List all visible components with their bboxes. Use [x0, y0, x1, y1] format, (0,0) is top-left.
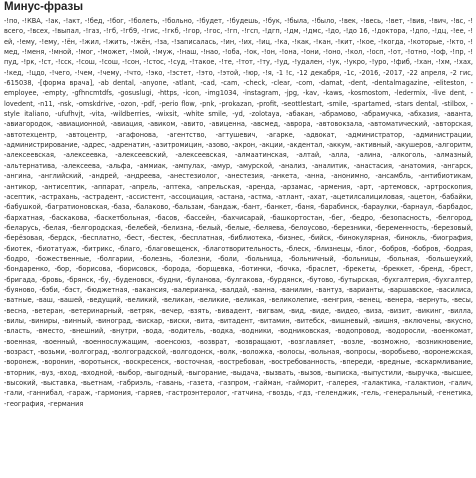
section-title: Минус-фразы [4, 1, 84, 13]
minus-phrases-list: -!по, -!КВА, -!ак, -!акт, -!бед, -!бог, -!болеть, -!больно, -!будет, -!будешь, -!бук, -!была, -!было, -!век, -!весь, -!вет, -!вив, -!вич, -!вс, -!всего, -!всех, -!выпал, -!газ, -!гб, -!гб9, -!гис, -!гкб, -!гор, -!гос, -!гп, -!гсп, -!дгп, -!дм, -!дмс, -!до, -!до 16, -!доктора, -!дпо, -!дц, -!ее, -!ей, -!ему, -!ему, -!ён, -!жил, -!жить, -!жён, -!за, -!записалась, -!ин, -!их, -!иц, -!ка, -!как, -!кан, -!кит, -!кое, -!когда, -!которые, -!кто, -!мед, -!меня, -!мной, -!мог, -!может, -!мой, -!муж, -!наш, -!нао, -!оба, -!ок, -!он, -!она, -!они, -!оно, -!кол, -!осп, -!от, -!отно, -!оф, -!пр, -!пуд, -!рк, -!ст, -!сск, -!сош, -!сош, -!сон, -!стос, -!суд, -!такое, -!те, -!тот, -!ту, -!уд, -!удален, -!ук, -!укро, -!уро, -!фиб, -!хан, -!хм, -!хах, -!кед, -!цдо, -!чего, -!чем, -!чему, -!что, -!эко, -!эстет, -!это, -!этой, -!юр, -!я, -1 !с, -12 декабря, -1с, -2016, -2017, -22 апреля, -2 гис, -615038, -[форма врача], -ab dental, -anyone, -atlant, -cad, -cam, -check, -clear, -com, -damat, -dent, -dentalmagazine, -eliteston, -employee, -empty, -gfhncmtdfs, -gosuslugi, -https, -icon, -img1034, -instagram, -jpg, -kav, -kaws, -kosmostom, -ledermix, -live dent, -lovedent, -n11, -nsk, -omskdrive, -ozon, -pdf, -perio flow, -pnk, -prokazan, -profit, -seottlestart, -smile, -spartamed, -stars dental, -stilbox, -style italiano, -ufufhvjt, -vita, -wildberries, -wixsit, -white smile, -yd, -zolotaya, -абакан, -абрамово, -абрамучка, -абхазия, -авантa, -авиагородок, -авиационной, -авиация, -авиком, -авито, -авиценна, -авсмед, -аврора, -автовокзала, -автоматический, -авторская, -автотехцентр, -автоцентр, -агафонова, -агентство, -агтушевич, -агарке, -адвокат, -администратор, -администрации, -администрирование, -адрес, -адренатин, -азитромицин, -азово, -акрон, -акции, -акдентал, -аккум, -активный, -акушеров, -алгоритм, -алексеевская, -алексеевка, -алексеевский, -алексеевская, -алмаатинская, -алтай, -алла, -алина, -алкоголь, -алмазный, -альтернатива, -алексеева, -альфа, -аммиак, -ампулах, -амур, -амурской, -анализ, -аналитик, -анастасия, -анатомия, -ангарск, -ангинa, -английский, -андрей, -андреева, -анестезиолог, -анестезия, -анкета, -анна, -анонимно, -ансамбль, -антибиотикам, -антикор, -антисептик, -аппарат, -апрель, -аптека, -апрельская, -аренда, -арзамас, -армения, -арт, -артемовск, -артроскопия, -асептик, -астрахань, -астрадент, -ассистент, -ассоциация, -астана, -астма, -атлант, -ахат, -ацетилсалициловая, -ацетон, -бабайки, -бабушкой, -багратионовская, -база, -балаково, -бальзам, -бандаж, -бант, -банкет, -баня, -барабинск, -бараулки, -барнаул, -барбадос, -бархатная, -баскакова, -баскетбольная, -басов, -бассейн, -бахчисарай, -башкортостан, -бег, -бедро, -безопасность, -белгород, -беларусь, -белая, -белгородская, -белебей, -белизна, -белый, -белые, -беляева, -белоусово, -березники, -беременность, -березовый, -берёзовая, -бердск, -бесплатно, -бест, -бестек, -бесплатная, -библиотека, -бизнес, -бийск, -бинокулярная, -бинокль, -биография, -биотек, -биотатуаж, -битрикс, -благо, -благовещенск, -благотворительность, -блеск, -близнецы, -блог, -бобров, -бобров, -бодрая, -бодро, -божественные, -болгарии, -болезнь, -болезни, -боли, -больница, -больничный, -больницы, -больная, -большеухий, -бондаренко, -бор, -борисова, -борисовск, -борода, -борщевка, -ботинки, -бочка, -браслет, -брекеты, -бреккет, -бренд, -брест, -бригада, -бровь, -брянск, -бу, -буденовск, -будни, -буланова, -булгакова, -бурдянск, -бутово, -бутырская, -бухгалтерия, -бухгалтер, -буяново, -бэби, -бэст, -бюджетная, -вакансия, -валерианка, -валдай, -ванна, -ванилин, -вантуз, -варианты, -варшавское, -василиса, -ватные, -ваш, -вашей, -ведущий, -великий, -великан, -великие, -великая, -великолепие, -венгрия, -венец, -венера, -вернуть, -весы, -весна, -ветеран, -ветеринарный, -ветряк, -вечер, -взять, -вивадент, -вигвам, -вид, -виде, -видео, -виза, -визит, -викинг, -вилла, -вилы, -виниры, -винный, -виноград, -вискар, -виски, -вита, -витадент, -витамин, -витебск, -вишневый, -вишня, -включены, -вкусно, -власть, -вместо, -внешний, -внутри, -вода, -водитель, -водка, -водники, -водниковская, -водопровод, -водоросли, -военкомат, -военная, -военный, -военнослужащим, -военсоюз, -возврат, -возвращают, -возглавляет, -возле, -возможно, -возникновение, -возраст, -возьми, -волгоград, -волгоградской, -волгодонск, -волк, -воложка, -волосы, -вольная, -вопросы, -воробьево, -воронежская, -воронеж, -воронин, -воротынск, -воскресенск, -восточная, -востребован, -востребованность, -впереди, -вредные, -вскармливание, -вторник, -вуз, -вход, -входной, -выбор, -выгодный, -выгорание, -выдача, -вызвать, -вызов, -выписка, -выпустили, -выручка, -высшее, -высокий, -выставка, -вьетнам, -габриэль, -гавань, -газета, -газпром, -гайман, -гайморит, -галерея, -галактика, -галактион, -галич, -гали, -ганнибал, -гараж, -гармония, -гаряев, -гастроэнтеролог, -гатчина, -гвоздь, -гдз, -геленджик, -гель, -генеральный, -генетика, -география, -германия [4, 17, 473, 408]
